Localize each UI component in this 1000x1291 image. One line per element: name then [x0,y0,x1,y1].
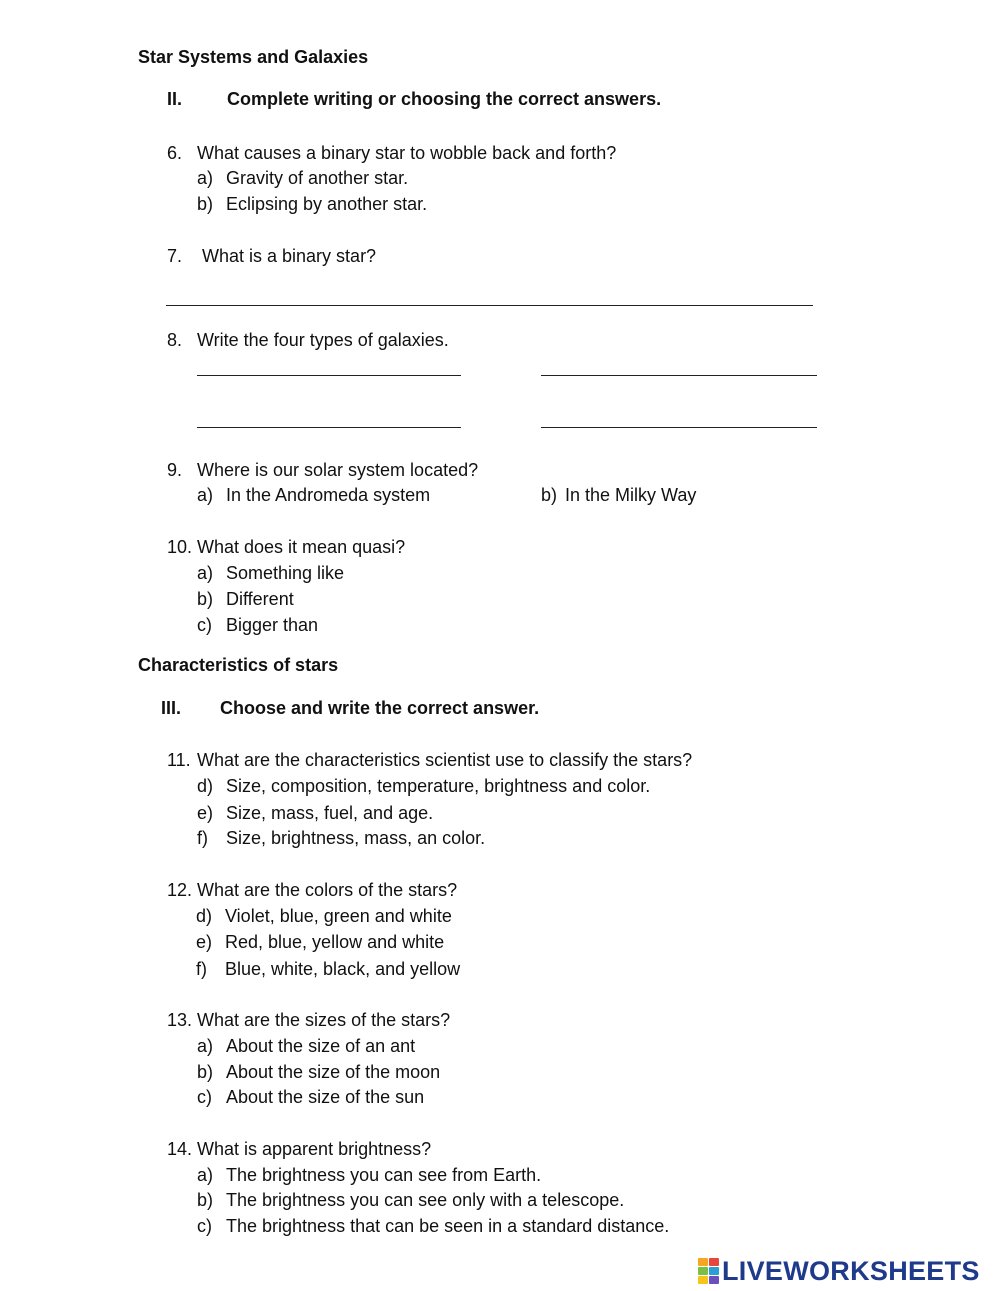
question-number: 14. [167,1139,193,1159]
option-text[interactable]: About the size of an ant [226,1036,416,1056]
logo-block [698,1258,708,1266]
option-text[interactable]: Size, mass, fuel, and age. [226,803,434,823]
option-text[interactable]: Something like [226,563,345,583]
option-text[interactable]: The brightness you can see only with a telescope. [226,1190,625,1210]
question-number: 11. [167,750,191,770]
option-letter[interactable]: c) [197,1087,212,1107]
option-letter[interactable]: a) [197,1036,214,1056]
option-text[interactable]: Different [226,589,294,609]
option-text[interactable]: In the Milky Way [565,485,697,505]
section-roman-numeral: III. [161,698,182,718]
logo-block [709,1276,719,1284]
option-letter[interactable]: f) [197,828,208,848]
question-number: 9. [167,460,183,480]
option-letter[interactable]: c) [197,615,212,635]
section-instruction: Complete writing or choosing the correct answers. [227,89,662,109]
option-text[interactable]: About the size of the sun [226,1087,425,1107]
option-letter[interactable]: f) [196,959,207,979]
option-text[interactable]: Gravity of another star. [226,168,409,188]
option-letter[interactable]: b) [541,485,558,505]
option-letter[interactable]: a) [197,485,214,505]
option-letter[interactable]: b) [197,1062,214,1082]
option-text[interactable]: Eclipsing by another star. [226,194,428,214]
option-text[interactable]: Bigger than [226,615,319,635]
answer-line[interactable] [166,305,813,306]
option-text[interactable]: Size, composition, temperature, brightness and color. [226,776,651,796]
option-text[interactable]: Size, brightness, mass, an color. [226,828,486,848]
question-number: 13. [167,1010,193,1030]
option-letter[interactable]: b) [197,589,214,609]
question-text: What are the colors of the stars? [197,880,458,900]
section-instruction: Choose and write the correct answer. [220,698,540,718]
logo-block [709,1258,719,1266]
option-letter[interactable]: b) [197,194,214,214]
option-letter[interactable]: a) [197,1165,214,1185]
question-text: What are the sizes of the stars? [197,1010,451,1030]
question-number: 12. [167,880,193,900]
option-text[interactable]: Red, blue, yellow and white [225,932,445,952]
option-text[interactable]: Violet, blue, green and white [225,906,452,926]
question-number: 7. [167,246,183,266]
logo-block [709,1267,719,1275]
option-letter[interactable]: d) [196,906,213,926]
option-text[interactable]: The brightness you can see from Earth. [226,1165,542,1185]
question-text: What does it mean quasi? [197,537,406,557]
answer-line[interactable] [197,375,461,376]
question-text: What is a binary star? [202,246,377,266]
option-letter[interactable]: e) [197,803,214,823]
option-letter[interactable]: b) [197,1190,214,1210]
question-text: Write the four types of galaxies. [197,330,449,350]
logo-text: LIVEWORKSHEETS [722,1255,980,1286]
answer-line[interactable] [541,427,817,428]
option-letter[interactable]: d) [197,776,214,796]
liveworksheets-logo [698,1255,980,1287]
question-text: What causes a binary star to wobble back and forth? [197,143,617,163]
question-number: 6. [167,143,183,163]
option-text[interactable]: About the size of the moon [226,1062,441,1082]
option-text[interactable]: In the Andromeda system [226,485,431,505]
section-heading-characteristics: Characteristics of stars [138,655,339,675]
option-text[interactable]: The brightness that can be seen in a standard distance. [226,1216,670,1236]
logo-block [698,1276,708,1284]
question-text: What are the characteristics scientist use to classify the stars? [197,750,693,770]
section-roman-numeral: II. [167,89,183,109]
question-text: Where is our solar system located? [197,460,479,480]
option-text[interactable]: Blue, white, black, and yellow [225,959,461,979]
option-letter[interactable]: c) [197,1216,212,1236]
answer-line[interactable] [197,427,461,428]
logo-blocks-icon [698,1258,719,1284]
answer-line[interactable] [541,375,817,376]
option-letter[interactable]: a) [197,563,214,583]
option-letter[interactable]: e) [196,932,213,952]
option-letter[interactable]: a) [197,168,214,188]
logo-block [698,1267,708,1275]
question-number: 10. [167,537,193,557]
question-text: What is apparent brightness? [197,1139,432,1159]
question-number: 8. [167,330,183,350]
section-heading-star-systems: Star Systems and Galaxies [138,47,369,67]
